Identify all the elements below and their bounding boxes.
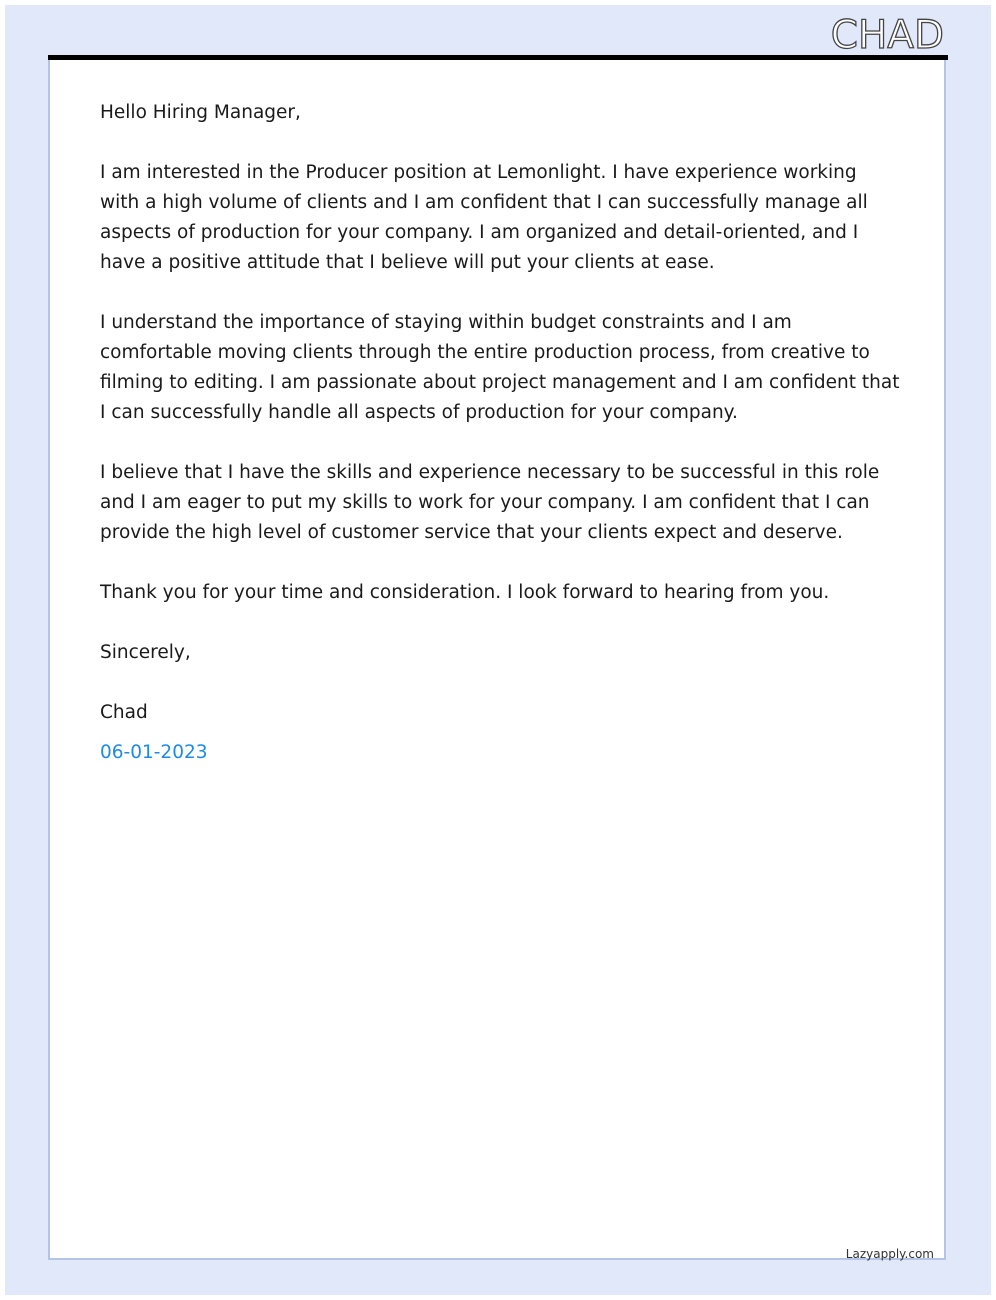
letter-paragraph: I believe that I have the skills and experience necessary to be successful in this role and I am eager to put my skills to work for your company. I am confident that I can provide the high level of customer service that your clients expect and deserve. [100, 462, 880, 543]
header-name: CHAD [830, 13, 944, 58]
letter-date: 06-01-2023 [100, 742, 208, 763]
letter-body [100, 98, 900, 768]
letter-closing: Sincerely, [100, 642, 191, 663]
letter-paragraph: Thank you for your time and consideration. I look forward to hearing from you. [100, 582, 830, 603]
footer-credit: Lazyapply.com [845, 1247, 934, 1261]
letter-signature: Chad [100, 702, 148, 723]
letter-greeting: Hello Hiring Manager, [100, 102, 301, 123]
header-rule [48, 55, 948, 60]
letter-paragraph: I am interested in the Producer position at Lemonlight. I have experience working with a high volume of clients and I am confident that I can successfully manage all aspects of production for your company. I am organized and detail-oriented, and I have a positive attitude that I believe will put your clients at ease. [100, 162, 868, 273]
letter-paragraph: I understand the importance of staying within budget constraints and I am comfortable moving clients through the entire production process, from creative to filming to editing. I am passionate about project management and I am confident that I can successfully handle all aspects of production for your company. [100, 312, 900, 423]
